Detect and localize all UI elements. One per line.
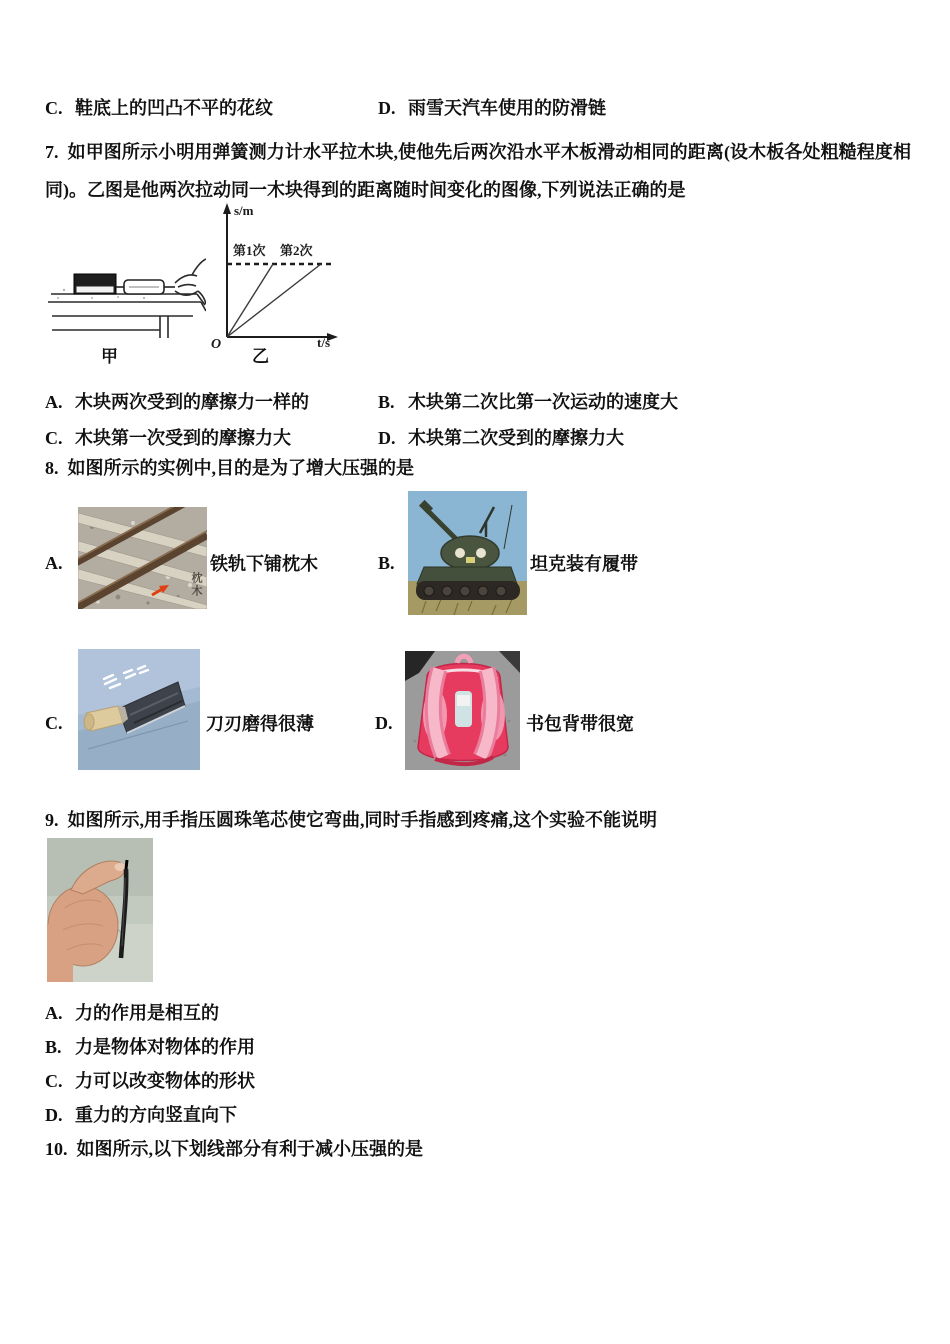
prev-option-d xyxy=(378,97,606,120)
question-text: 如图所示,以下划线部分有利于减小压强的是 xyxy=(76,1139,423,1159)
series1-label: 第1次 xyxy=(233,243,266,258)
first-run-line xyxy=(227,264,273,337)
q8-option-a-caption: 铁轨下铺枕木 xyxy=(210,554,318,574)
finger-pressing-refill-photo xyxy=(47,838,153,982)
prev-option-c xyxy=(45,97,273,120)
question-text: 如甲图所示小明用弹簧测力计水平拉木块,使他先后两次沿水平木板滑动相同的距离(设木板各处粗糙程度相同)。乙图是他两次拉动同一木块得到的距离随时间变化的图像,下列说法正确的是 xyxy=(45,142,911,200)
origin-label: O xyxy=(211,337,222,348)
q7-option-c xyxy=(45,427,291,450)
option-text: 雨雪天汽车使用的防滑链 xyxy=(408,98,606,118)
question-number: 9. xyxy=(45,810,59,830)
spring-dynamometer xyxy=(116,280,175,294)
q8-option-a-label: A. xyxy=(45,553,63,573)
q8-option-c-caption: 刀刃磨得很薄 xyxy=(206,714,314,734)
question-text: 如图所示,用手指压圆珠笔芯使它弯曲,同时手指感到疼痛,这个实验不能说明 xyxy=(67,810,657,830)
question-7-stem xyxy=(45,133,911,209)
option-text: 力是物体对物体的作用 xyxy=(75,1037,255,1057)
option-label: C. xyxy=(45,98,63,118)
x-axis-label: t/s xyxy=(317,335,330,348)
option-label: B. xyxy=(378,392,395,412)
knife-photo xyxy=(78,649,200,770)
question-number: 8. xyxy=(45,458,59,478)
backpack-body xyxy=(418,656,508,764)
pulling-hand xyxy=(175,259,206,304)
backpack-photo xyxy=(405,651,520,770)
second-run-line xyxy=(227,264,321,337)
q7-option-b xyxy=(378,391,678,414)
option-label: B. xyxy=(45,1037,62,1057)
option-text: 木块第二次受到的摩擦力大 xyxy=(408,428,624,448)
question-8-stem xyxy=(45,457,414,480)
option-label: D. xyxy=(378,98,396,118)
option-text: 力可以改变物体的形状 xyxy=(75,1071,255,1091)
option-text: 木块第二次比第一次运动的速度大 xyxy=(408,392,678,412)
figure-caption-yi: 乙 xyxy=(252,347,269,366)
question-9-stem xyxy=(45,809,657,832)
q8-option-b-label: B. xyxy=(378,553,395,573)
q7-distance-time-graph xyxy=(203,198,343,348)
q8-option-b-caption: 坦克装有履带 xyxy=(530,554,638,574)
q9-option-c xyxy=(45,1070,255,1093)
question-number: 7. xyxy=(45,142,59,162)
q7-option-a xyxy=(45,391,309,414)
option-text: 重力的方向竖直向下 xyxy=(75,1105,237,1125)
wood-block xyxy=(74,274,116,294)
q8-option-d-caption: 书包背带很宽 xyxy=(526,714,634,734)
option-label: D. xyxy=(378,428,396,448)
question-10-stem xyxy=(45,1138,423,1161)
option-text: 木块第一次受到的摩擦力大 xyxy=(75,428,291,448)
option-label: D. xyxy=(45,1105,63,1125)
y-axis-arrow-icon xyxy=(223,203,231,214)
q8-option-d-label: D. xyxy=(375,713,393,733)
railway-annotation: 枕木 xyxy=(190,572,202,598)
option-text: 鞋底上的凹凸不平的花纹 xyxy=(75,98,273,118)
option-label: A. xyxy=(45,392,63,412)
q9-option-a xyxy=(45,1002,219,1025)
question-number: 10. xyxy=(45,1139,68,1159)
tank-photo xyxy=(408,491,527,615)
question-text: 如图所示的实例中,目的是为了增大压强的是 xyxy=(67,458,414,478)
q9-option-b xyxy=(45,1036,255,1059)
option-text: 力的作用是相互的 xyxy=(75,1003,219,1023)
option-label: C. xyxy=(45,428,63,448)
option-text: 木块两次受到的摩擦力一样的 xyxy=(75,392,309,412)
option-label: C. xyxy=(45,1071,63,1091)
option-label: A. xyxy=(45,1003,63,1023)
series2-label: 第2次 xyxy=(280,243,313,258)
q7-apparatus-drawing xyxy=(48,238,206,338)
q8-option-c-label: C. xyxy=(45,713,63,733)
figure-caption-jia: 甲 xyxy=(101,347,118,366)
y-axis-label: s/m xyxy=(234,203,254,218)
q7-option-d xyxy=(378,427,624,450)
q9-option-d xyxy=(45,1104,237,1127)
